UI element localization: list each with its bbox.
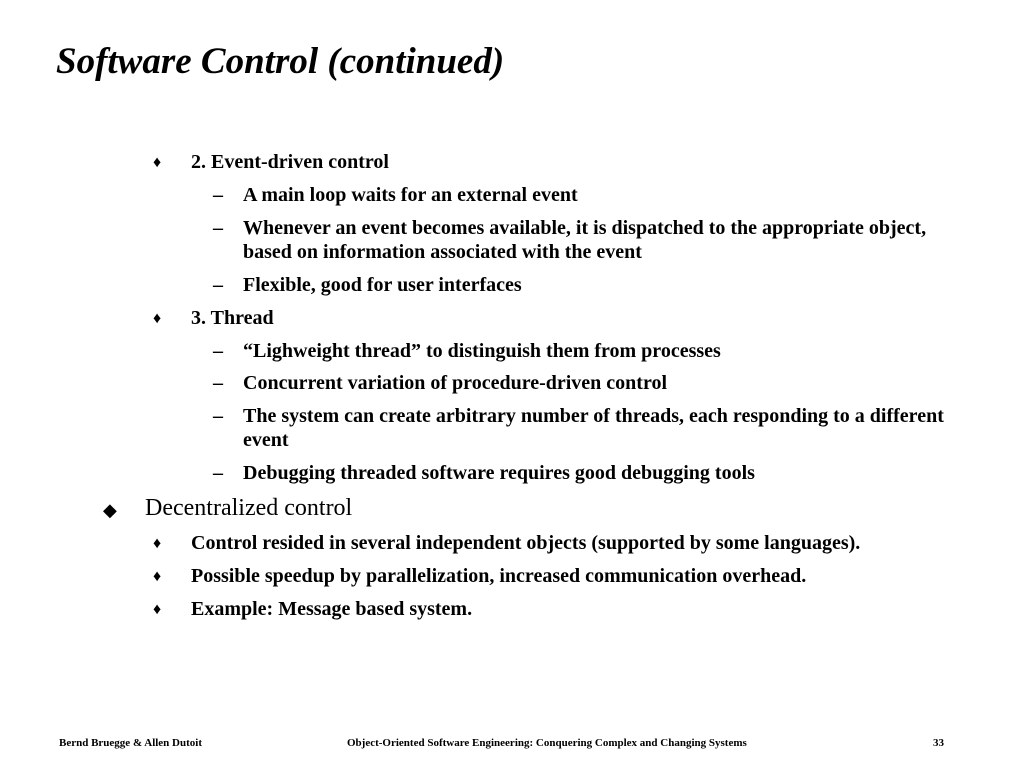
- bullet-speedup: Possible speedup by parallelization, increased communication overhead.: [191, 565, 807, 587]
- dash-bullet-icon: –: [213, 405, 223, 427]
- bullet-event-driven: 2. Event-driven control: [191, 151, 389, 173]
- slide-title: Software Control (continued): [56, 41, 505, 82]
- bullet-decentralized-control: Decentralized control: [145, 495, 353, 521]
- dash-bullet-icon: –: [213, 340, 223, 362]
- bullet-independent-objects: Control resided in several independent objects (supported by some languages).: [191, 532, 861, 554]
- sub-bullet-concurrent: Concurrent variation of procedure-driven control: [243, 372, 668, 394]
- dash-bullet-icon: –: [213, 462, 223, 484]
- sub-bullet-debugging: Debugging threaded software requires good debugging tools: [243, 462, 755, 484]
- sub-bullet-dispatch: Whenever an event becomes available, it is dispatched to the appropriate object, based on information associated with the event: [243, 217, 927, 263]
- footer-book-title: Object-Oriented Software Engineering: Conquering Complex and Changing Systems: [347, 737, 747, 749]
- diamond-bullet-icon: ♦: [153, 568, 162, 585]
- sub-bullet-main-loop: A main loop waits for an external event: [243, 184, 578, 206]
- dash-bullet-icon: –: [213, 274, 223, 296]
- diamond-bullet-icon: ♦: [153, 601, 162, 618]
- dash-bullet-icon: –: [213, 184, 223, 206]
- diamond-bullet-icon: ♦: [153, 310, 162, 327]
- bullet-thread: 3. Thread: [191, 307, 274, 329]
- dash-bullet-icon: –: [213, 217, 223, 239]
- diamond-bullet-icon: ♦: [153, 535, 162, 552]
- sub-bullet-flexible: Flexible, good for user interfaces: [243, 274, 522, 296]
- footer-page-number: 33: [933, 737, 944, 749]
- sub-bullet-lightweight: “Lighweight thread” to distinguish them from processes: [243, 340, 721, 362]
- diamond-bullet-icon: ◆: [103, 500, 117, 520]
- dash-bullet-icon: –: [213, 372, 223, 394]
- sub-bullet-arbitrary-threads: The system can create arbitrary number of threads, each responding to a different event: [243, 405, 944, 451]
- diamond-bullet-icon: ♦: [153, 154, 162, 171]
- footer-authors: Bernd Bruegge & Allen Dutoit: [59, 737, 202, 749]
- bullet-example: Example: Message based system.: [191, 598, 473, 620]
